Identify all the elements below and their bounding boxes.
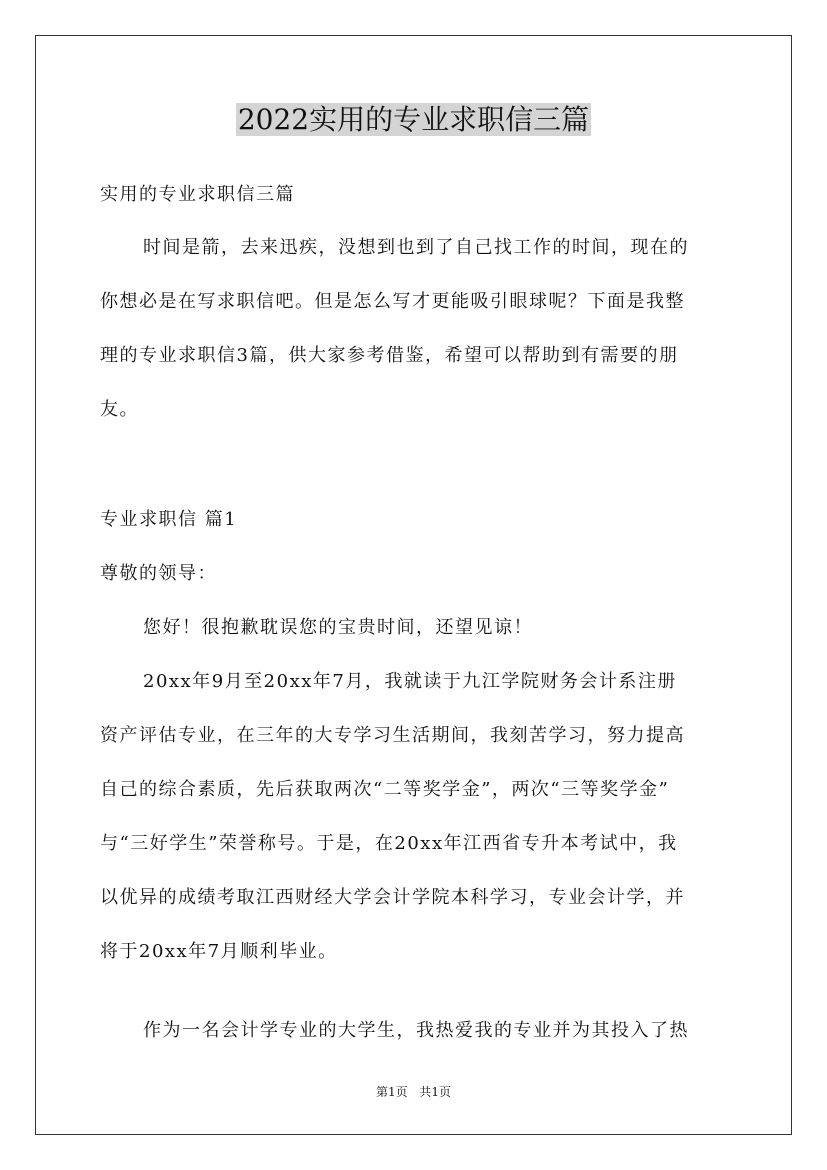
paragraph-line: 以优异的成绩考取江西财经大学会计学院本科学习，专业会计学，并 xyxy=(100,887,685,908)
page-number: 第1页 xyxy=(375,1085,408,1099)
page-total: 共1页 xyxy=(419,1085,452,1099)
paragraph-line: 与“三好学生”荣誉称号。于是，在20xx年江西省专升本考试中，我 xyxy=(100,833,678,854)
intro-line: 理的专业求职信3篇，供大家参考借鉴，希望可以帮助到有需要的朋 xyxy=(100,345,679,366)
paragraph-line: 20xx年9月至20xx年7月，我就读于九江学院财务会计系注册 xyxy=(143,671,677,692)
paragraph-line: 将于20xx年7月顺利毕业。 xyxy=(100,941,338,962)
salutation: 尊敬的领导： xyxy=(100,563,217,584)
document-subtitle: 实用的专业求职信三篇 xyxy=(100,184,295,205)
paragraph-line: 资产评估专业，在三年的大专学习生活期间，我刻苦学习，努力提高 xyxy=(100,725,685,746)
greeting: 您好！很抱歉耽误您的宝贵时间，还望见谅！ xyxy=(143,617,533,638)
intro-line: 时间是箭，去来迅疾，没想到也到了自己找工作的时间，现在的 xyxy=(143,237,689,258)
paragraph-line: 作为一名会计学专业的大学生，我热爱我的专业并为其投入了热 xyxy=(143,1020,689,1041)
intro-line: 友。 xyxy=(100,399,139,420)
document-title-text: 2022实用的专业求职信三篇 xyxy=(237,103,590,136)
page-footer xyxy=(0,1082,827,1102)
paragraph-line: 自己的综合素质，先后获取两次“二等奖学金”，两次“三等奖学金” xyxy=(100,779,670,800)
intro-line: 你想必是在写求职信吧。但是怎么写才更能吸引眼球呢？下面是我整 xyxy=(100,291,685,312)
document-title xyxy=(0,100,827,140)
section-heading: 专业求职信 篇1 xyxy=(100,509,238,530)
